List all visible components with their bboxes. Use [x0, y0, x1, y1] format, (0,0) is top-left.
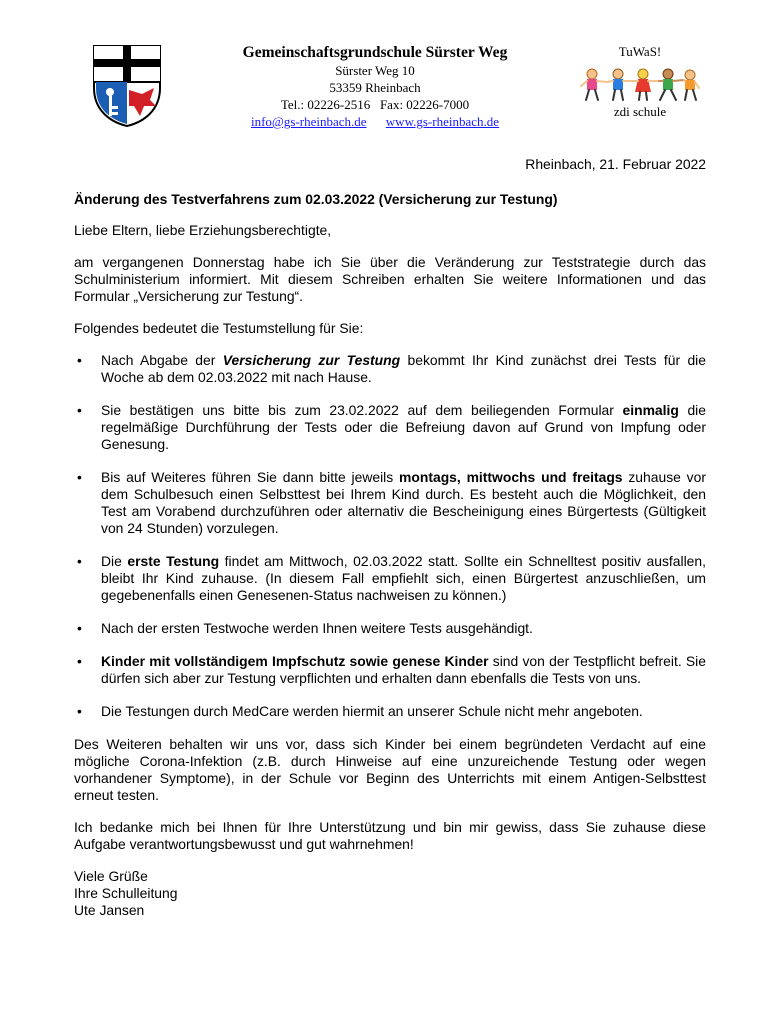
email-link[interactable]: info@gs-rheinbach.de: [250, 114, 367, 129]
street: Sürster Weg 10: [335, 63, 415, 78]
list-item: • Bis auf Weiteres führen Sie dann bitte jeweils montags, mittwochs und freitags zuhause vor dem Schulbesuch einen Selbsttest bei Ihrem Kind durch. Es besteht auch die Möglichkeit, den Test am Vorabend durchzuführen oder alternativ die Bescheinigung eines Bürgertests (Gültigkeit von 24 Stunden) vorzulegen.: [74, 469, 706, 537]
intro-paragraph: am vergangenen Donnerstag habe ich Sie über die Veränderung zur Teststrategie durch das Schulministerium informiert. Mit diesem Schreiben erhalten Sie weitere Informationen und das Formular „Versicherung zur Testung“.: [74, 254, 706, 304]
list-item: • Die Testungen durch MedCare werden hiermit an unserer Schule nicht mehr angeboten.: [74, 703, 706, 720]
school-crest-icon: [92, 44, 162, 128]
closing-block: [74, 868, 706, 919]
list-item: • Nach der ersten Testwoche werden Ihnen weitere Tests ausgehändigt.: [74, 620, 706, 637]
thanks-paragraph: Ich bedanke mich bei Ihnen für Ihre Unterstützung und bin mir gewiss, dass Sie zuhause diese Aufgabe verantwortungsbewusst und gut wahrnehmen!: [74, 819, 706, 852]
bullet-list: [74, 352, 706, 720]
closing-greeting: Viele Grüße: [74, 868, 148, 884]
list-item: • Die erste Testung findet am Mittwoch, 02.03.2022 statt. Sollte ein Schnelltest positiv ausfallen, bleibt Ihr Kind zuhause. (In diesem Fall empfiehlt sich, einen Bürgertest anzuschließen, um gegebenenfalls einen Genesenen-Status nachweisen zu können.): [74, 553, 706, 604]
letterhead: [195, 44, 555, 130]
letter-subject: Änderung des Testverfahrens zum 02.03.2022 (Versicherung zur Testung): [74, 191, 558, 207]
contact-links: [195, 113, 555, 130]
signature-name: Ute Jansen: [74, 902, 145, 918]
tuwas-logo: [575, 44, 705, 120]
phone-fax: Tel.: 02226-2516 Fax: 02226-7000: [280, 97, 470, 112]
school-name: Gemeinschaftsgrundschule Sürster Weg: [242, 44, 508, 61]
salutation: Liebe Eltern, liebe Erziehungsberechtigte,: [74, 222, 332, 238]
city: 53359 Rheinbach: [329, 80, 421, 95]
list-item: • Kinder mit vollständigem Impfschutz sowie genese Kinder sind von der Testpflicht befreit. Sie dürfen sich aber zur Testung verpflichten und erhalten dann ebenfalls die Tests von uns.: [74, 653, 706, 687]
zdi-label: zdi schule: [613, 104, 667, 119]
list-item: • Sie bestätigen uns bitte bis zum 23.02.2022 auf dem beiliegenden Formular einmalig die regelmäßige Durchführung der Tests oder die Befreiung davon auf Grund von Impfung oder Genesung.: [74, 402, 706, 453]
further-paragraph: Des Weiteren behalten wir uns vor, dass sich Kinder bei einem begründeten Verdacht auf eine mögliche Corona-Infektion (z.B. durch Hinweise auf eine unzureichende Testung oder wegen vorhandener Symptome), in der Schule vor Beginn des Unterrichts mit einem Antigen-Selbsttest erneut testen.: [74, 736, 706, 803]
list-item: • Nach Abgabe der Versicherung zur Testung bekommt Ihr Kind zunächst drei Tests für die Woche ab dem 02.03.2022 mit nach Hause.: [74, 352, 706, 386]
children-figures-icon: [580, 66, 700, 102]
tuwas-label: TuWaS!: [618, 44, 662, 59]
closing-role: Ihre Schulleitung: [74, 885, 178, 901]
letter-body: [74, 150, 706, 919]
lead-paragraph: Folgendes bedeutet die Testumstellung für Sie:: [74, 320, 364, 336]
website-link[interactable]: www.gs-rheinbach.de: [385, 114, 500, 129]
letter-date: Rheinbach, 21. Februar 2022: [525, 156, 706, 172]
